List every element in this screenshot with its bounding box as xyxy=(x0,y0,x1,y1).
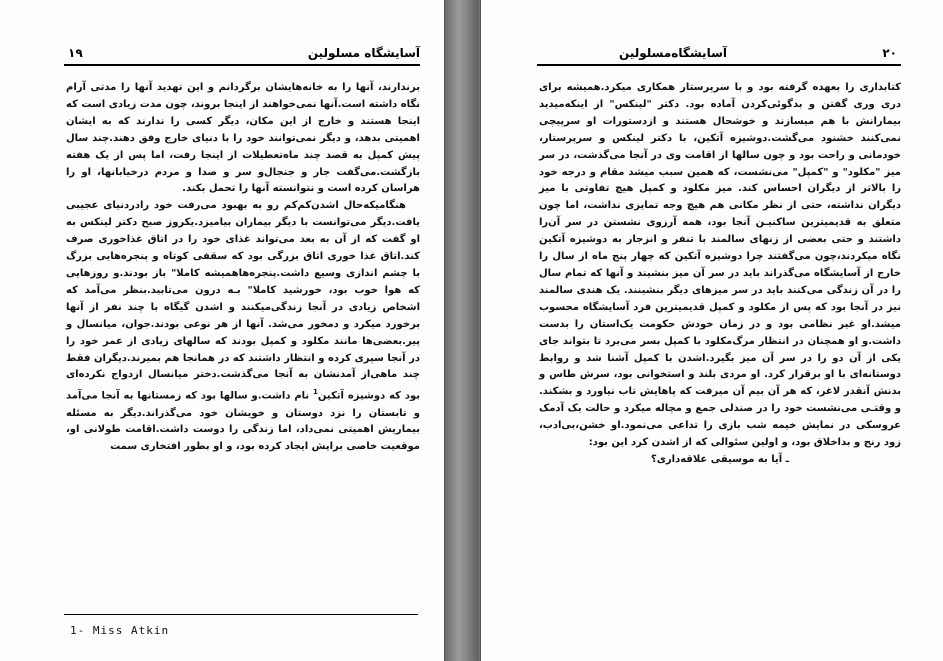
paragraph xyxy=(66,198,420,456)
paragraph-text: دوشیزه آتکین xyxy=(317,390,386,402)
footnote-rule xyxy=(64,614,418,615)
page-number: ۱۹ xyxy=(68,46,83,60)
paragraph-text: نام داشت.و سالها بود که زمستانها به آنجا می‌آمد و تابستان را نزد دوستان و خویشان خود می‌گذراند.دیگر به مسئله بیماریش اهمیتی نمی‌داد، اما زندگی را دوست داشت.اقامت طولانی او، موقعیت خاصی برایش ایجاد کرده بود، و او بطور افتخاری سمت xyxy=(66,390,420,453)
page-number: ۲۰ xyxy=(882,46,897,60)
footnote-marker: 1 xyxy=(313,388,318,397)
header-rule xyxy=(537,64,901,66)
right-page xyxy=(480,0,943,661)
running-title: آسایشگاه مسلولین xyxy=(307,46,420,60)
paragraph: کتابداری را بعهده گرفته بود و با سرپرستار همکاری میکرد.همیشه برای دری وری گفتن و بدگوئی‌کردن آماده بود. دکتر "لینکس" از اینکه‌میدید بیمارانش با هم میسازند و خوشحال هستند و ازدستورات او سرپیچی نمی‌کنند خشنود می‌گشت.دوشیزه آتکین، با دکتر لینکس و سرپرستار، خودمانی و راحت بود و چون سالها از اقامت وی در آنجا می‌گذشت، در سر میز "مکلود" و "کمپل" می‌نشست، که همین سبب میشد مقام و درجه خود را بالاتر از دیگران احساس کند. میز مکلود و کمپل هیچ تفاوتی با میز دیگران نداشته، حتی از نظر مکانی هم هیچ وجه تمایزی نداشت، اما چون متعلق به قدیمیترین ساکنیـن آنجا بود، همه آرزوی نشستن در سر آن‌را داشتند و حتی بعضی از زنهای سالمند با تنفر و انزجار به دوشیزه آتکین نگاه میکردند،چون می‌گفتند چرا دوشیزه آتکین که چهار پنج ماه از سال را خارج از آسایشگاه می‌گذراند باید در سر آن میز بنشیند و آنها که تمام سال را در آن زندگی می‌کنند باید در سر میزهای دیگر بنشینند. یک هندی سالمند نیز در آنجا بود که پس از مکلود و کمپل قدیمیترین فرد آسایشگاه محسوب میشد.او غیر نظامی بود و در زمان خودش حکومت یک‌استان را بدست داشت.و او همچنان در انتظار مرگ‌مکلود با کمپل بسر می‌برد تا بتواند جای یکی از آن دو را در سر آن میز بگیرد.اشدن با کمپل آشنا شد و روابط دوستانه‌ای با او برقرار کرد. او مردی بلند و استخوانی بود، سرش طاس و بدنش آنقدر لاغر، که هر آن بیم آن میرفت که پاهایش تاب نیاورد و بشکند. و وقتـی می‌نشست خود را در صندلی جمع و مچاله میکرد و حالت یک آدمک عروسکی در نمایش خیمه شب بازی را تداعی می‌نمود.او خشن،بی‌ادب، زود رنج و بداخلاق بود، و اولین سئوالی که از اشدن کرد این بود: xyxy=(539,82,901,449)
paragraph-text: هنگامیکه‌حال اشدن‌کم‌کم رو به بهبود می‌رفت خود رادردنیای عجیبی یافت.دیگر می‌توانست با دیگر بیماران بیامیزد.یکروز صبح دکتر لینکس به او گفت که از آن به بعد می‌تواند غذای خود را در اتاق غذاخوری صرف کند.اتاق غذا خوری اتاق بزرگی بود که سقفی کوتاه و پنجره‌هایی بزرگ با چشم اندازی وسیع داشت.پنجره‌هاهمیشه کاملا" باز بودند.و روزهایی که هوا خوب بود، خورشید کاملا" بـه درون می‌تابید.بنظر می‌آمد که اشخاص زیادی در آنجا زندگی‌میکنند و اشدن گیگاه با چند نفر از آنها برخورد میکرد و دمخور می‌شد. آنها از هر نوعی بودند.جوان، میانسال و پیر.بعضی‌ها مانند مکلود و کمپل بودند که سالهای زیادی از عمر خود را در آنجا سپری کرده و انتظار داشتند که در همانجا هم بمیرند.دیگران فقط چند ماهی‌از آمدنشان به آنجا می‌گذشت.دختر میانسال ازدواج نکرده‌ای بود که xyxy=(66,200,420,402)
right-page-header xyxy=(537,44,897,64)
right-page-body xyxy=(539,80,901,469)
paragraph: برندارند، آنها را به خانه‌هایشان برگردانم و این تهدید آنها را مدتی آرام نگاه داشته است.آنها نمی‌خواهند از اینجا بروند، چون مدت زیادی است که اینجا هستند و خارج از این مکان، دیگر کسی را ندارند که به ایشان اهمیتی بدهد، و دیگر نمی‌توانند خود را با دنیای خارج وفق دهند.چند سال پیش کمپل به قصد چند ماه‌تعطیلات از اینجا رفت، اما پس از یک هفته بازگشت.می‌گفت جار و جنجال‌و سر و صدا و مردم درخیابانها، او را هراسان کرده است و نتوانسته آنها را تحمل بکند. xyxy=(66,82,420,195)
dialogue-line: ـ آیا به موسیقی علاقه‌داری؟ xyxy=(650,453,790,465)
left-page xyxy=(0,0,445,661)
running-title: آسایشگاه‌مسلولین xyxy=(619,46,727,60)
left-page-body xyxy=(66,80,420,456)
book-gutter xyxy=(445,0,479,661)
header-rule xyxy=(64,64,420,66)
left-page-header xyxy=(68,44,420,64)
footnote: 1- Miss Atkin xyxy=(70,624,170,637)
